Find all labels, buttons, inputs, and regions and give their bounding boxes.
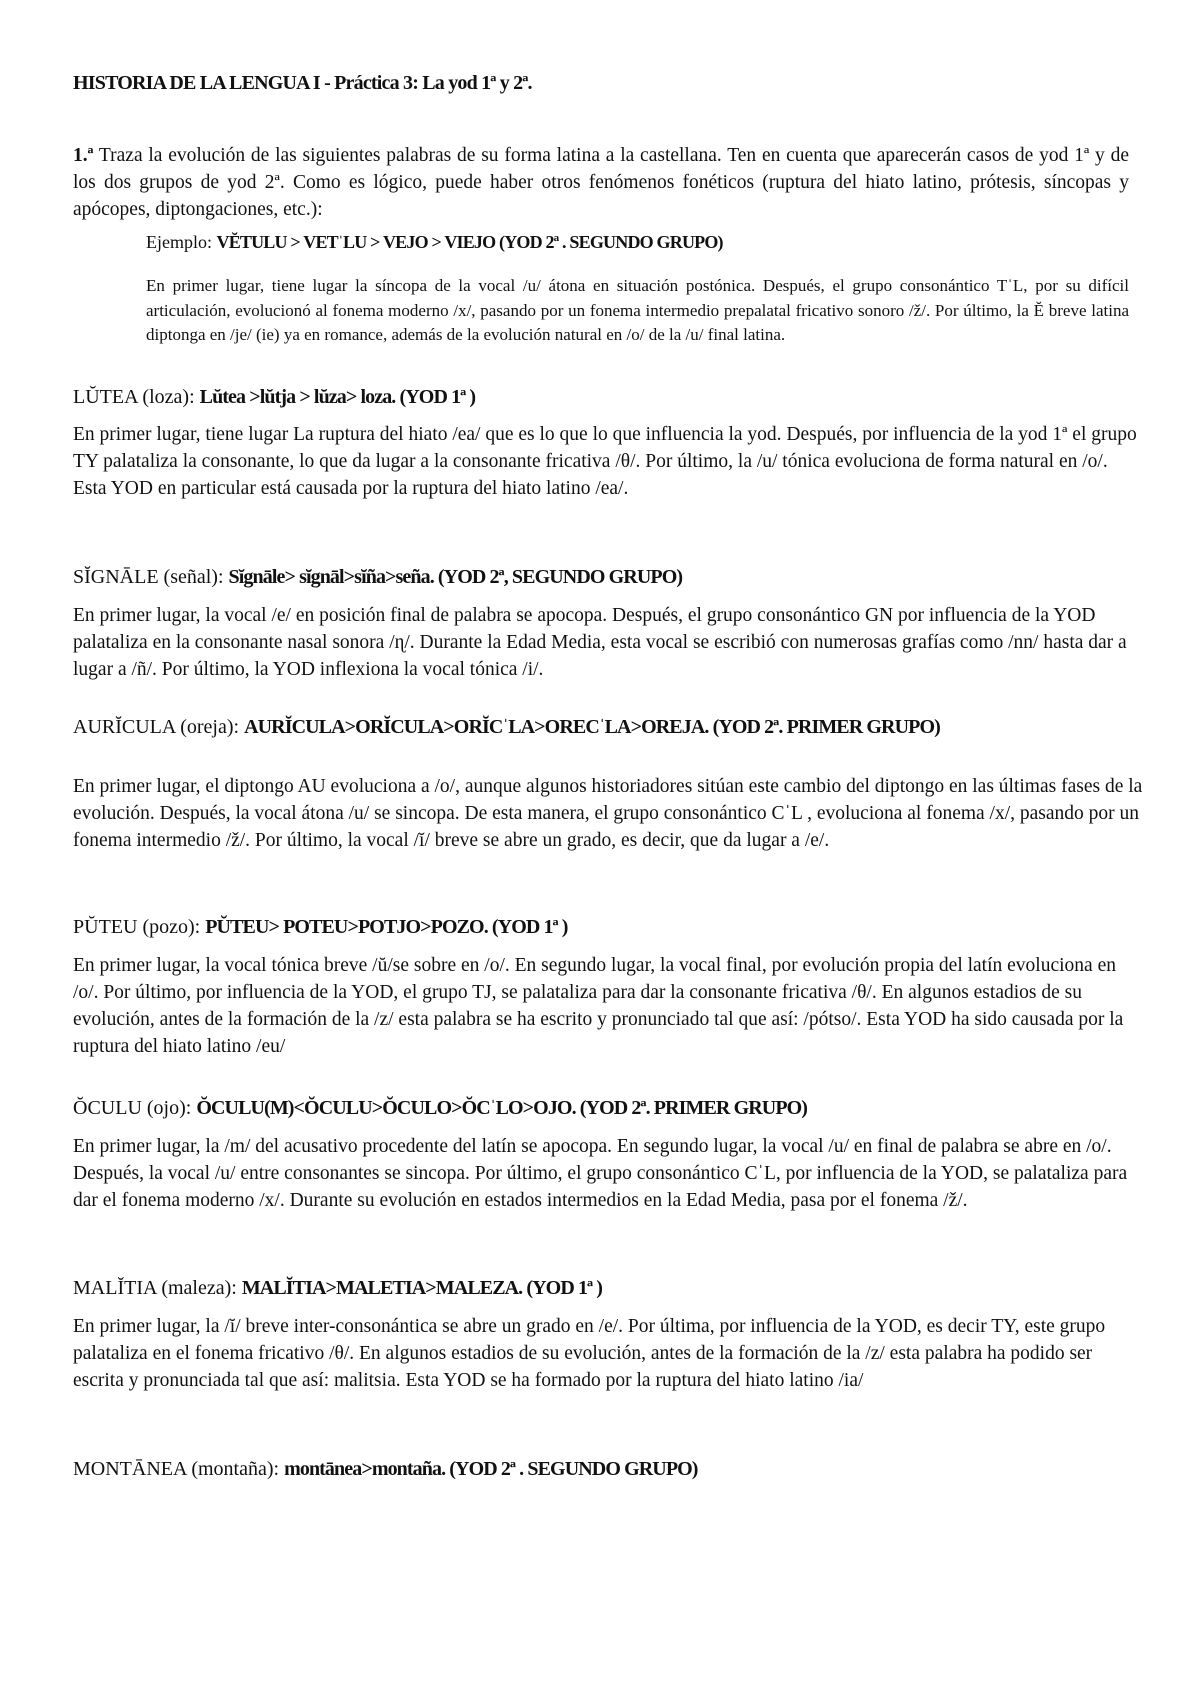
entry-latin-word: ŎCULU (ojo):: [73, 1097, 197, 1119]
entry-explanation: En primer lugar, la vocal tónica breve /ŭ/se sobre en /o/. En segundo lugar, la vocal final, por evolución propia del latín evoluciona en /o/. Por último, por influencia de la YOD, el grupo TJ, se palataliza para dar la consonante fricativa /θ/. En algunos estadios de su evolución, antes de la formación de la /z/ esta palabra se ha escrito y pronunciado tal que así: /pótso/. Esta YOD ha sido causada por la ruptura del hiato latino /eu/: [73, 955, 1124, 1057]
entry-evolution: Lŭtea >lŭtja > lŭza> loza. (YOD 1ª ): [199, 386, 476, 408]
entry-evolution: MALĬTIA>MALETIA>MALEZA. (YOD 1ª ): [241, 1277, 603, 1299]
entry-heading: [73, 714, 1143, 741]
entry-explanation: En primer lugar, la /m/ del acusativo procedente del latín se apocopa. En segundo lugar, la vocal /u/ en final de palabra se abre en /o/. Después, la vocal /u/ entre consonantes se sincopa. Por último, el grupo consonántico CˈL, por influencia de la YOD, se palataliza para dar el fonema moderno /x/. Durante su evolución en estados intermedios en la Edad Media, pasa por el fonema /ž/.: [73, 1136, 1128, 1211]
entry-explanation: En primer lugar, el diptongo AU evoluciona a /o/, aunque algunos historiadores sitúan este cambio del diptongo en las últimas fases de la evolución. Después, la vocal átona /u/ se sincopa. De esta manera, el grupo consonántico CˈL , evoluciona al fonema /x/, pasando por un fonema intermedio /ž/. Por último, la vocal /ĭ/ breve se abre un grado, es decir, que da lugar a /e/.: [73, 776, 1143, 851]
exercise-text: Traza la evolución de las siguientes palabras de su forma latina a la castellana. Ten en cuenta que aparecerán casos de yod 1ª y de los dos grupos de yod 2ª. Como es lógico, puede haber otros fenómenos fonéticos (ruptura del hiato latino, prótesis, síncopas y apócopes, diptongaciones, etc.):: [73, 145, 1129, 220]
example-heading: [146, 232, 723, 253]
exercise-number: 1.ª: [73, 145, 94, 166]
entry-heading: [73, 1458, 1143, 1481]
entry-latin-word: MONTĀNEA (montaña):: [73, 1458, 285, 1480]
entry-heading: [73, 1277, 1143, 1300]
example-label: Ejemplo:: [146, 232, 217, 252]
entry-evolution: montānea>montaña. (YOD 2ª . SEGUNDO GRUPO): [284, 1458, 698, 1480]
entry-explanation: En primer lugar, la vocal /e/ en posición final de palabra se apocopa. Después, el grupo consonántico GN por influencia de la YOD palataliza en la consonante nasal sonora /ɳ/. Durante la Edad Media, esta vocal se escribió con numerosas grafías como /nn/ hasta dar a lugar a /ñ/. Por último, la YOD inflexiona la vocal tónica /i/.: [73, 605, 1127, 680]
entry-evolution: Sĭgnāle> sĭgnāl>sĭña>seña. (YOD 2ª, SEGUNDO GRUPO): [228, 566, 683, 588]
entry-evolution: PŬTEU> POTEU>POTJO>POZO. (YOD 1ª ): [205, 916, 568, 938]
example-explanation: En primer lugar, tiene lugar la síncopa de la vocal /u/ átona en situación postónica. Después, el grupo consonántico TˈL, por su difícil articulación, evolucionó al fonema moderno /x/, pasando por un fonema intermedio prepalatal fricativo sonoro /ž/. Por último, la Ĕ breve latina diptonga en /je/ (ie) ya en romance, además de la evolución natural en /o/ de la /u/ final latina.: [146, 276, 1129, 344]
entry-latin-word: MALĬTIA (maleza):: [73, 1277, 242, 1299]
document-title: HISTORIA DE LA LENGUA I - Práctica 3: La yod 1ª y 2ª.: [73, 72, 532, 94]
entry-heading: [73, 566, 1143, 589]
entry-explanation: En primer lugar, tiene lugar La ruptura del hiato /ea/ que es lo que lo que influencia la yod. Después, por influencia de la yod 1ª el grupo TY palataliza la consonante, lo que da lugar a la consonante fricativa /θ/. Por último, la /u/ tónica evoluciona de forma natural en /o/. Esta YOD en particular está causada por la ruptura del hiato latino /ea/.: [73, 424, 1137, 499]
entry-evolution: ŎCULU(M)<ŎCULU>ŎCULO>ŎCˈLO>OJO. (YOD 2ª. PRIMER GRUPO): [196, 1097, 808, 1119]
entry-heading: [73, 386, 1143, 409]
entry-evolution: AURĬCULA>ORĬCULA>ORĬCˈLA>ORECˈLA>OREJA. (YOD 2ª. PRIMER GRUPO): [244, 716, 940, 738]
entry-latin-word: SĬGNĀLE (señal):: [73, 566, 229, 588]
example-evolution: VĔTULU > VETˈLU > VEJO > VIEJO (YOD 2ª . SEGUNDO GRUPO): [216, 232, 723, 252]
exercise-instruction: [73, 142, 1129, 223]
entry-heading: [73, 916, 1143, 939]
entry-latin-word: LŬTEA (loza):: [73, 386, 200, 408]
entry-latin-word: PŬTEU (pozo):: [73, 916, 206, 938]
entry-explanation: En primer lugar, la /ĭ/ breve inter-consonántica se abre un grado en /e/. Por última, por influencia de la YOD, es decir TY, este grupo palataliza en el fonema fricativo /θ/. En algunos estadios de su evolución, antes de la formación de la /z/ esta palabra ha podido ser escrita y pronunciada tal que así: malitsia. Esta YOD se ha formado por la ruptura del hiato latino /ia/: [73, 1316, 1106, 1391]
entry-heading: [73, 1097, 1143, 1120]
entry-latin-word: AURĬCULA (oreja):: [73, 716, 245, 738]
